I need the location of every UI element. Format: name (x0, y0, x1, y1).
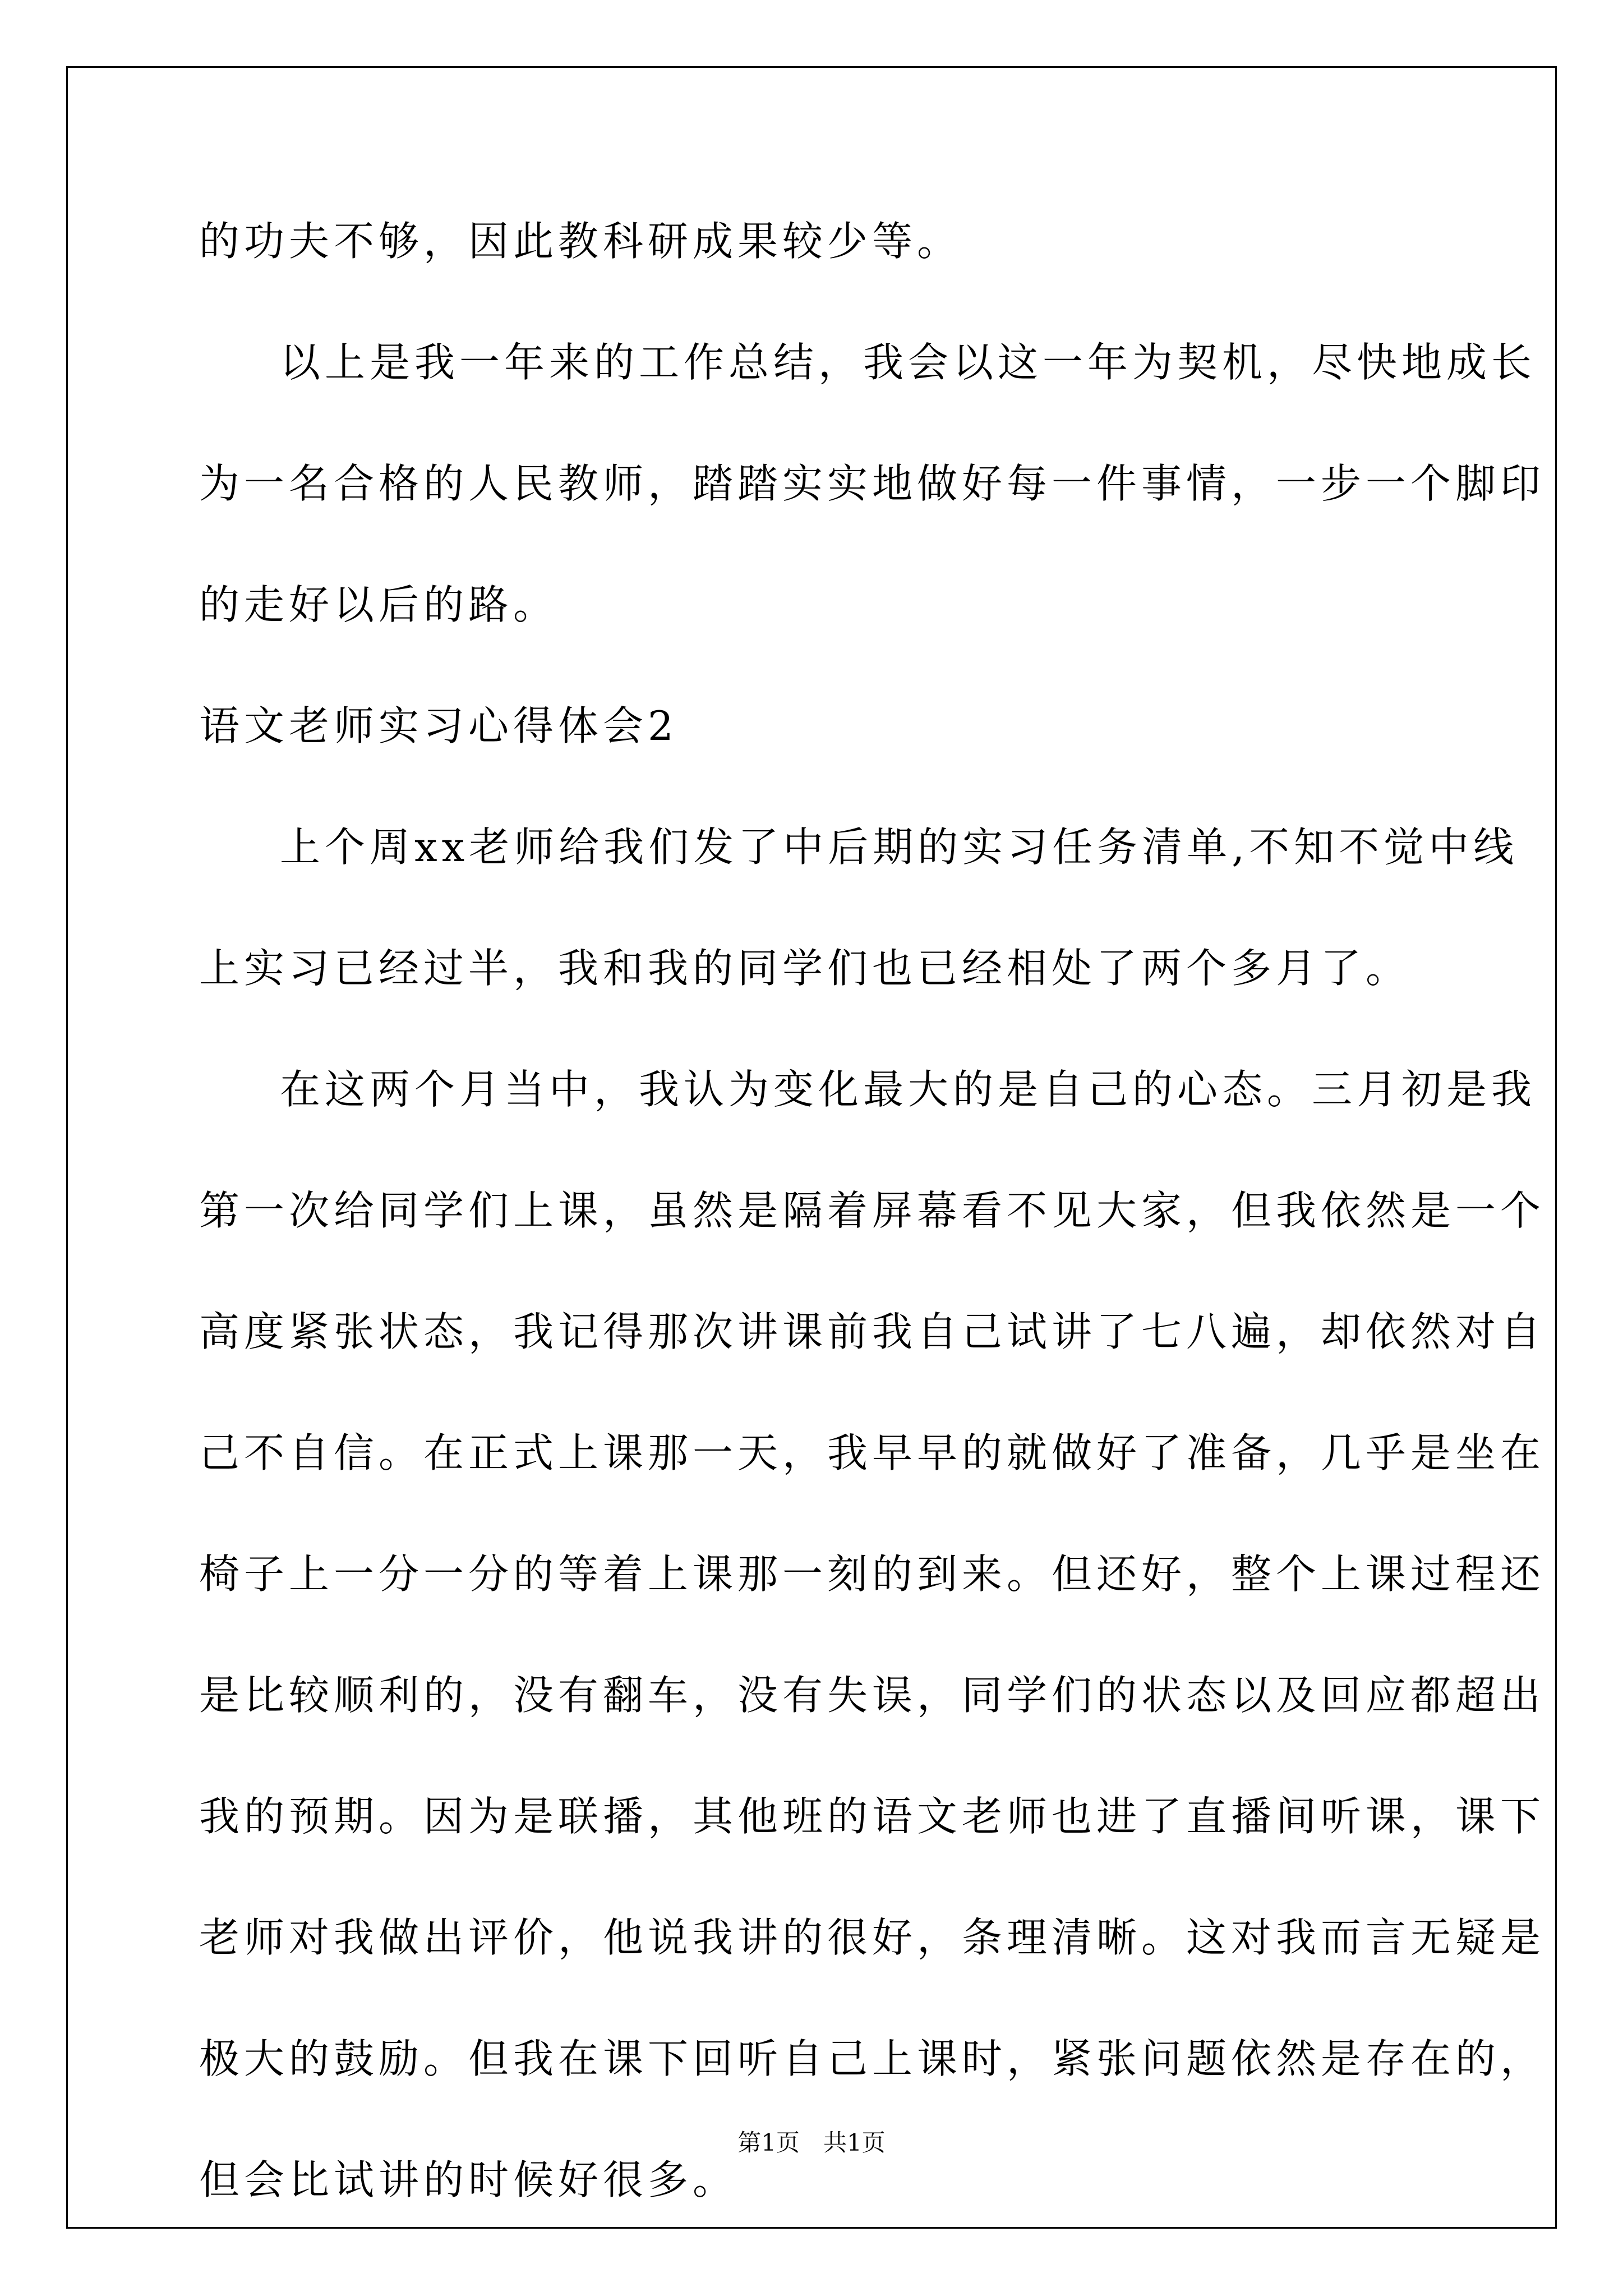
paragraph-line: 极大的鼓励。但我在课下回听自己上课时，紧张问题依然是存在的， (199, 2035, 1546, 2082)
paragraph-line: 的功夫不够，因此教科研成果较少等。 (199, 218, 962, 265)
page-footer: 第1页 共1页 (737, 2129, 886, 2156)
paragraph-line: 高度紧张状态，我记得那次讲课前我自己试讲了七八遍，却依然对自 (199, 1308, 1546, 1355)
paragraph-line: 己不自信。在正式上课那一天，我早早的就做好了准备，几乎是坐在 (199, 1429, 1546, 1476)
paragraph-line: 我的预期。因为是联播，其他班的语文老师也进了直播间听课，课下 (199, 1793, 1546, 1840)
paragraph-line: 在这两个月当中，我认为变化最大的是自己的心态。三月初是我 (280, 1066, 1537, 1113)
section-heading: 语文老师实习心得体会2 (199, 702, 678, 749)
paragraph-line: 的走好以后的路。 (199, 581, 559, 628)
paragraph-line: 为一名合格的人民教师，踏踏实实地做好每一件事情，一步一个脚印 (199, 460, 1546, 507)
paragraph-line: 上个周xx老师给我们发了中后期的实习任务清单,不知不觉中线 (280, 823, 1519, 871)
document-body (199, 213, 1546, 2273)
paragraph-line: 上实习已经过半，我和我的同学们也已经相处了两个多月了。 (199, 945, 1411, 992)
paragraph-line: 是比较顺利的，没有翻车，没有失误，同学们的状态以及回应都超出 (199, 1672, 1546, 1719)
paragraph-line: 老师对我做出评价，他说我讲的很好，条理清晰。这对我而言无疑是 (199, 1914, 1546, 1961)
paragraph-line: 椅子上一分一分的等着上课那一刻的到来。但还好，整个上课过程还 (199, 1550, 1546, 1598)
paragraph-line: 第一次给同学们上课，虽然是隔着屏幕看不见大家，但我依然是一个 (199, 1187, 1546, 1234)
paragraph-line: 以上是我一年来的工作总结，我会以这一年为契机，尽快地成长 (280, 339, 1537, 386)
paragraph-line: 但会比试讲的时候好很多。 (199, 2156, 738, 2203)
